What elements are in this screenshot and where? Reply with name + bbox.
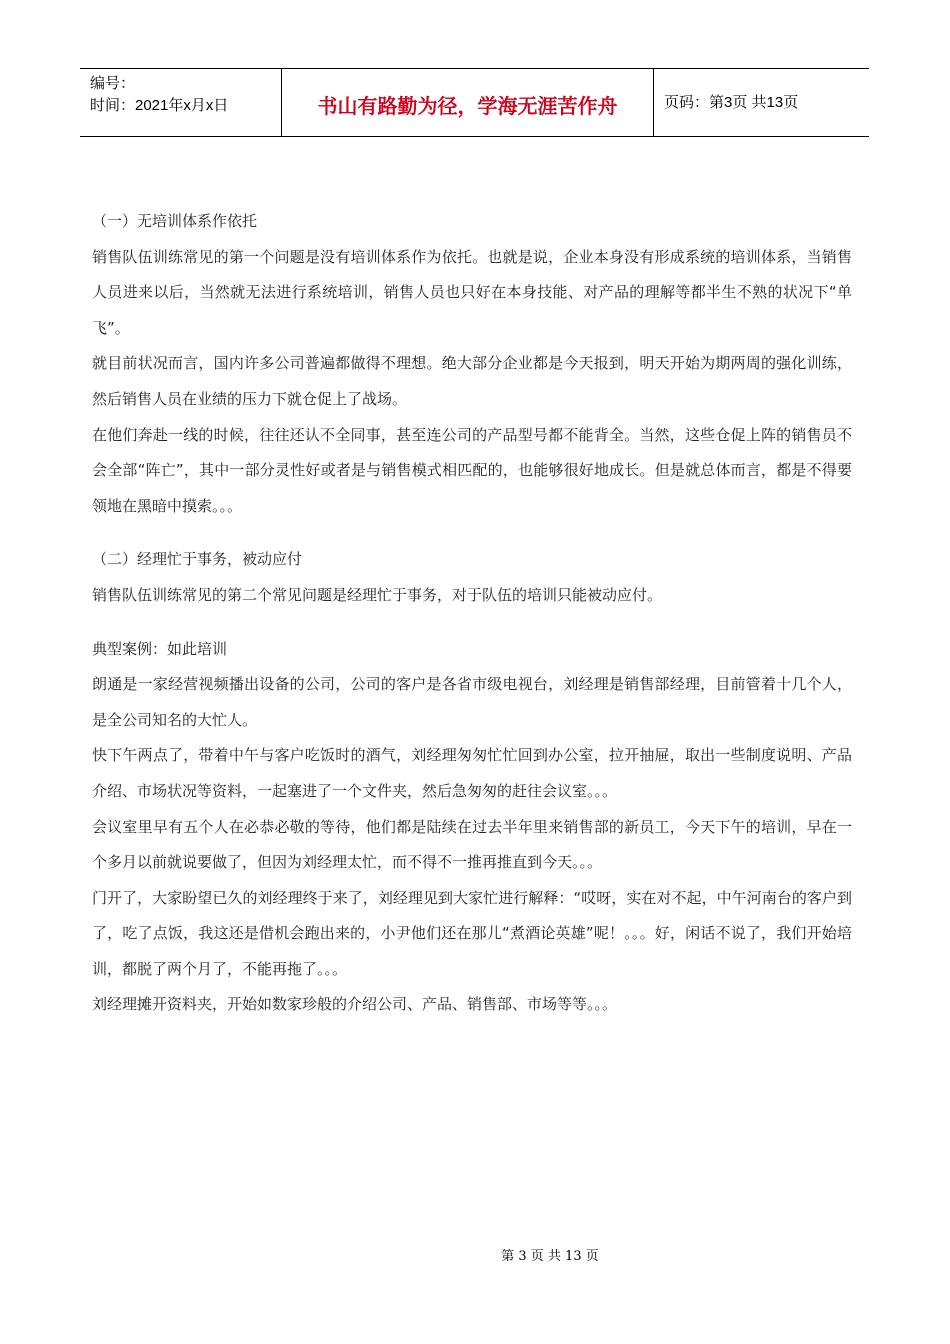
- paragraph: 销售队伍训练常见的第一个问题是没有培训体系作为依托。也就是说，企业本身没有形成系统的培训体系，当销售人员进来以后，当然就无法进行系统培训，销售人员也只好在本身技能、对产品的理解等都半生不熟的状况下“单飞”。: [92, 247, 852, 337]
- paragraph: 会议室里早有五个人在必恭必敬的等待，他们都是陆续在过去半年里来销售部的新员工，今天下午的培训，早在一个多月以前就说要做了，但因为刘经理太忙，而不得不一推再推直到今天。。。: [92, 817, 852, 872]
- section-title: 典型案例：如此培训: [92, 639, 228, 658]
- paragraph: 销售队伍训练常见的第二个常见问题是经理忙于事务，对于队伍的培训只能被动应付。: [92, 585, 663, 604]
- page-header: [80, 68, 869, 137]
- page-footer: [0, 1245, 950, 1264]
- paragraph: 门开了，大家盼望已久的刘经理终于来了，刘经理见到大家忙进行解释：“哎呀，实在对不起，中午河南台的客户到了，吃了点饭，我这还是借机会跑出来的，小尹他们还在那儿“煮酒论英雄”呢！。。。好，闲话不说了，我们开始培训，都脱了两个月了，不能再拖了。。。: [92, 888, 852, 978]
- paragraph: 在他们奔赴一线的时候，往往还认不全同事，甚至连公司的产品型号都不能背全。当然，这些仓促上阵的销售员不会全部“阵亡”，其中一部分灵性好或者是与销售模式相匹配的，也能够很好地成长。但是就总体而言，都是不得要领地在黑暗中摸索。。。: [92, 425, 852, 515]
- paragraph: 刘经理摊开资料夹，开始如数家珍般的介绍公司、产品、销售部、市场等等。。。: [92, 995, 618, 1014]
- paragraph: 朗通是一家经营视频播出设备的公司，公司的客户是各省市级电视台，刘经理是销售部经理，目前管着十几个人，是全公司知名的大忙人。: [92, 675, 852, 729]
- document-time-label: 时间：2021年x月x日: [90, 97, 229, 114]
- header-page-info: 页码：第3页 共13页: [664, 94, 799, 111]
- document-number-label: 编号：: [90, 75, 136, 92]
- header-motto: 书山有路勤为径，学海无涯苦作舟: [281, 69, 654, 136]
- paragraph: 快下午两点了，带着中午与客户吃饭时的酒气，刘经理匆匆忙忙回到办公室，拉开抽屉，取出一些制度说明、产品介绍、市场状况等资料，一起塞进了一个文件夹，然后急匆匆的赶往会议室。。。: [92, 746, 852, 800]
- footer-page-number: 第 3 页 共 13 页: [501, 1249, 599, 1264]
- section-title: （二）经理忙于事务，被动应付: [92, 550, 303, 569]
- document-body: [92, 204, 852, 1023]
- paragraph: 就目前状况而言，国内许多公司普遍都做得不理想。绝大部分企业都是今天报到，明天开始为期两周的强化训练，然后销售人员在业绩的压力下就仓促上了战场。: [92, 354, 852, 408]
- header-meta: [80, 69, 281, 136]
- section-title: （一）无培训体系作依托: [92, 212, 258, 230]
